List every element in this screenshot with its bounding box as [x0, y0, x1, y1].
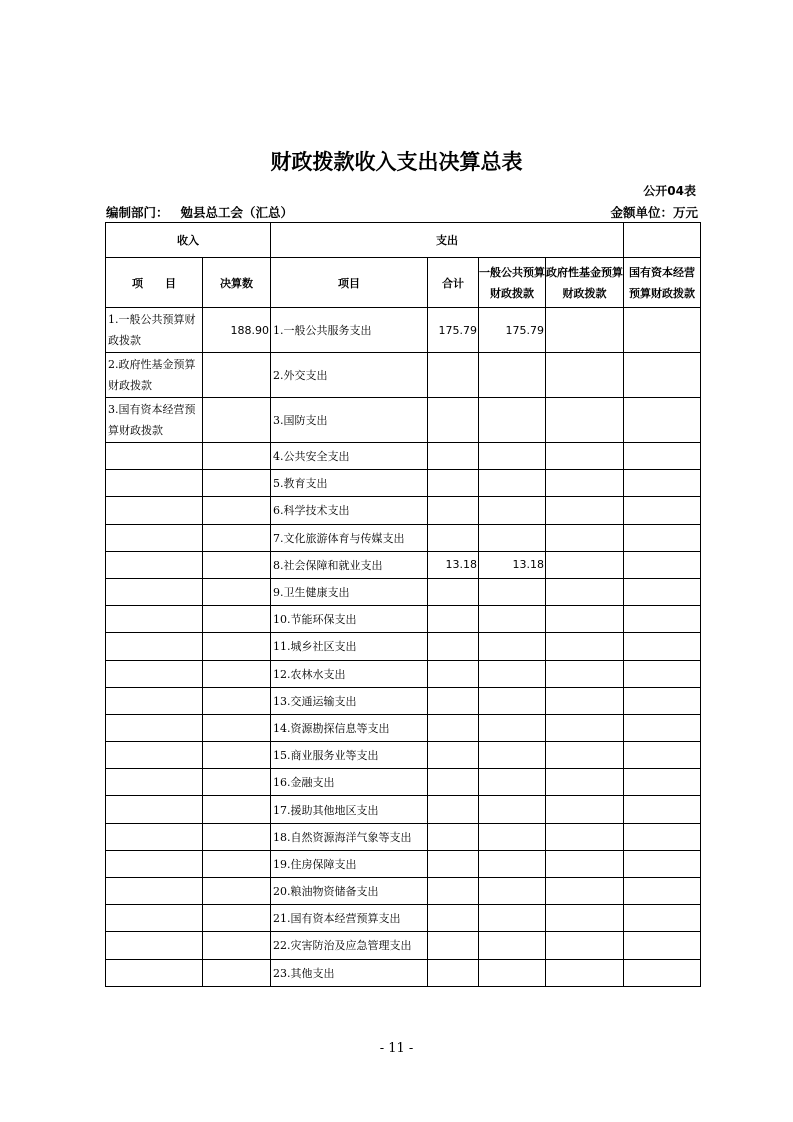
expense-gov-fund: [546, 633, 624, 660]
income-item-name: [106, 633, 203, 660]
expense-state-capital: [624, 878, 701, 905]
table-row: [106, 878, 701, 905]
expense-gov-fund: [546, 932, 624, 959]
income-item-name: [106, 823, 203, 850]
state-capital-header: 国有资本经营预算财政拨款: [624, 258, 701, 308]
expense-item-name: 7.文化旅游体育与传媒支出: [271, 524, 428, 551]
table-row: [106, 633, 701, 660]
header-row-2: [106, 258, 701, 308]
expense-gov-fund: [546, 687, 624, 714]
income-item-name: [106, 470, 203, 497]
expense-item-name: 1.一般公共服务支出: [271, 308, 428, 353]
expense-general-budget: [479, 606, 546, 633]
income-item-name: [106, 524, 203, 551]
expense-general-budget: [479, 714, 546, 741]
income-item-amount: [203, 878, 271, 905]
expense-general-budget: [479, 905, 546, 932]
expense-total: [428, 660, 479, 687]
expense-header: 支出: [271, 223, 624, 258]
expense-state-capital: [624, 578, 701, 605]
expense-general-budget: 175.79: [479, 308, 546, 353]
income-item-amount: [203, 742, 271, 769]
header-blank-cell: [624, 223, 701, 258]
income-item-amount: [203, 633, 271, 660]
income-item-amount: [203, 769, 271, 796]
department: [106, 203, 293, 221]
expense-item-name: 20.粮油物资储备支出: [271, 878, 428, 905]
expense-state-capital: [624, 660, 701, 687]
income-item-amount: [203, 660, 271, 687]
income-item-name: [106, 660, 203, 687]
income-item-amount: [203, 497, 271, 524]
income-item-amount: [203, 606, 271, 633]
income-item-amount: [203, 714, 271, 741]
expense-state-capital: [624, 796, 701, 823]
table-row: [106, 932, 701, 959]
expense-state-capital: [624, 687, 701, 714]
expense-item-name: 21.国有资本经营预算支出: [271, 905, 428, 932]
expense-total: [428, 850, 479, 877]
expense-total: [428, 878, 479, 905]
expense-general-budget: [479, 524, 546, 551]
table-row: [106, 742, 701, 769]
expense-state-capital: [624, 443, 701, 470]
department-label: 编制部门：: [106, 205, 169, 220]
expense-total: [428, 769, 479, 796]
income-item-name: 3.国有资本经营预算财政拨款: [106, 398, 203, 443]
expense-total: [428, 633, 479, 660]
expense-state-capital: [624, 742, 701, 769]
expense-total: [428, 470, 479, 497]
expense-total: [428, 823, 479, 850]
income-item-amount: [203, 551, 271, 578]
page-title: 财政拨款收入支出决算总表: [270, 150, 523, 174]
income-item-name: [106, 497, 203, 524]
expense-item-name: 5.教育支出: [271, 470, 428, 497]
expense-general-budget: [479, 578, 546, 605]
expense-gov-fund: [546, 551, 624, 578]
expense-total: [428, 905, 479, 932]
table-row: [106, 850, 701, 877]
income-item-amount: [203, 959, 271, 986]
expense-gov-fund: [546, 769, 624, 796]
expense-state-capital: [624, 524, 701, 551]
expense-total: [428, 443, 479, 470]
income-item-name: [106, 606, 203, 633]
income-item-amount: [203, 823, 271, 850]
income-item-name: [106, 850, 203, 877]
expense-total: 13.18: [428, 551, 479, 578]
expense-item-name: 23.其他支出: [271, 959, 428, 986]
income-item-name: [106, 578, 203, 605]
expense-item-name: 22.灾害防治及应急管理支出: [271, 932, 428, 959]
expense-state-capital: [624, 398, 701, 443]
expense-state-capital: [624, 769, 701, 796]
expense-gov-fund: [546, 353, 624, 398]
expense-state-capital: [624, 823, 701, 850]
expense-item-name: 10.节能环保支出: [271, 606, 428, 633]
expense-total: [428, 932, 479, 959]
expense-general-budget: [479, 398, 546, 443]
expense-gov-fund: [546, 796, 624, 823]
expense-item-name: 6.科学技术支出: [271, 497, 428, 524]
expense-total: [428, 398, 479, 443]
expense-general-budget: 13.18: [479, 551, 546, 578]
expense-gov-fund: [546, 905, 624, 932]
expense-state-capital: [624, 714, 701, 741]
income-item-name: [106, 796, 203, 823]
expense-state-capital: [624, 606, 701, 633]
expense-general-budget: [479, 823, 546, 850]
income-item-name: [106, 714, 203, 741]
expense-total: [428, 742, 479, 769]
income-item-name: [106, 551, 203, 578]
income-item-amount: [203, 470, 271, 497]
income-item-amount: [203, 687, 271, 714]
department-name: 勉县总工会（汇总）: [180, 205, 294, 220]
expense-state-capital: [624, 497, 701, 524]
expense-total: [428, 497, 479, 524]
income-item-amount: [203, 905, 271, 932]
expense-gov-fund: [546, 308, 624, 353]
table-row: [106, 796, 701, 823]
expense-item-name: 18.自然资源海洋气象等支出: [271, 823, 428, 850]
table-row: [106, 398, 701, 443]
table-row: [106, 308, 701, 353]
income-item-name: [106, 959, 203, 986]
expense-general-budget: [479, 353, 546, 398]
expense-state-capital: [624, 633, 701, 660]
income-item-name: [106, 742, 203, 769]
income-item-name: 2.政府性基金预算财政拨款: [106, 353, 203, 398]
table-row: [106, 551, 701, 578]
expense-total: [428, 959, 479, 986]
expense-gov-fund: [546, 959, 624, 986]
expense-total: [428, 687, 479, 714]
expense-item-name: 4.公共安全支出: [271, 443, 428, 470]
expense-total: [428, 578, 479, 605]
expense-state-capital: [624, 353, 701, 398]
expense-item-name: 13.交通运输支出: [271, 687, 428, 714]
expense-item-name: 16.金融支出: [271, 769, 428, 796]
income-item-amount: [203, 524, 271, 551]
expense-total: [428, 714, 479, 741]
expense-general-budget: [479, 497, 546, 524]
income-item-amount: [203, 796, 271, 823]
header-row-1: [106, 223, 701, 258]
expense-general-budget: [479, 769, 546, 796]
expense-general-budget: [479, 443, 546, 470]
doc-code: 公开04表: [643, 184, 696, 198]
expense-general-budget: [479, 878, 546, 905]
table-row: [106, 353, 701, 398]
gov-fund-header: 政府性基金预算财政拨款: [546, 258, 624, 308]
expense-gov-fund: [546, 497, 624, 524]
expense-total: [428, 606, 479, 633]
expense-gov-fund: [546, 606, 624, 633]
amount-unit: 金额单位：万元: [610, 205, 698, 220]
income-item-amount: 188.90: [203, 308, 271, 353]
table-row: [106, 823, 701, 850]
table-row: [106, 606, 701, 633]
expense-item-name: 8.社会保障和就业支出: [271, 551, 428, 578]
expense-general-budget: [479, 742, 546, 769]
expense-general-budget: [479, 932, 546, 959]
income-item-name: [106, 905, 203, 932]
table-body: [106, 223, 701, 987]
table-row: [106, 769, 701, 796]
expense-item-name: 15.商业服务业等支出: [271, 742, 428, 769]
expense-item-name: 2.外交支出: [271, 353, 428, 398]
income-item-name: [106, 443, 203, 470]
expense-gov-fund: [546, 714, 624, 741]
income-item-header: 项 目: [106, 258, 203, 308]
expense-gov-fund: [546, 823, 624, 850]
income-item-amount: [203, 932, 271, 959]
expense-total: [428, 353, 479, 398]
income-item-name: [106, 932, 203, 959]
expense-gov-fund: [546, 878, 624, 905]
table-row: [106, 959, 701, 986]
expense-state-capital: [624, 959, 701, 986]
final-amount-header: 决算数: [203, 258, 271, 308]
expense-item-name: 3.国防支出: [271, 398, 428, 443]
income-item-name: [106, 878, 203, 905]
table-row: [106, 497, 701, 524]
expense-gov-fund: [546, 524, 624, 551]
expense-general-budget: [479, 660, 546, 687]
expense-general-budget: [479, 687, 546, 714]
expense-gov-fund: [546, 850, 624, 877]
expense-item-name: 19.住房保障支出: [271, 850, 428, 877]
expense-state-capital: [624, 850, 701, 877]
expense-item-name: 14.资源勘探信息等支出: [271, 714, 428, 741]
expense-state-capital: [624, 932, 701, 959]
expense-gov-fund: [546, 742, 624, 769]
income-item-amount: [203, 850, 271, 877]
table-row: [106, 578, 701, 605]
general-budget-header: 一般公共预算财政拨款: [479, 258, 546, 308]
income-item-amount: [203, 443, 271, 470]
expense-gov-fund: [546, 443, 624, 470]
income-item-amount: [203, 398, 271, 443]
expense-general-budget: [479, 850, 546, 877]
expense-total: [428, 524, 479, 551]
fiscal-table: [105, 222, 701, 987]
expense-general-budget: [479, 959, 546, 986]
expense-item-name: 9.卫生健康支出: [271, 578, 428, 605]
table-row: [106, 524, 701, 551]
total-header: 合计: [428, 258, 479, 308]
expense-item-header: 项目: [271, 258, 428, 308]
expense-state-capital: [624, 905, 701, 932]
income-item-amount: [203, 578, 271, 605]
table-row: [106, 714, 701, 741]
expense-gov-fund: [546, 660, 624, 687]
income-item-name: 1.一般公共预算财政拨款: [106, 308, 203, 353]
expense-gov-fund: [546, 470, 624, 497]
expense-state-capital: [624, 470, 701, 497]
expense-total: [428, 796, 479, 823]
table-row: [106, 687, 701, 714]
table-row: [106, 660, 701, 687]
expense-item-name: 17.援助其他地区支出: [271, 796, 428, 823]
table-row: [106, 905, 701, 932]
expense-general-budget: [479, 470, 546, 497]
income-header: 收入: [106, 223, 271, 258]
income-item-name: [106, 769, 203, 796]
income-item-name: [106, 687, 203, 714]
expense-general-budget: [479, 633, 546, 660]
table-row: [106, 443, 701, 470]
income-item-amount: [203, 353, 271, 398]
table-row: [106, 470, 701, 497]
expense-item-name: 11.城乡社区支出: [271, 633, 428, 660]
expense-gov-fund: [546, 578, 624, 605]
expense-item-name: 12.农林水支出: [271, 660, 428, 687]
expense-total: 175.79: [428, 308, 479, 353]
expense-state-capital: [624, 551, 701, 578]
expense-gov-fund: [546, 398, 624, 443]
page-number: - 11 -: [379, 1041, 414, 1056]
expense-state-capital: [624, 308, 701, 353]
expense-general-budget: [479, 796, 546, 823]
